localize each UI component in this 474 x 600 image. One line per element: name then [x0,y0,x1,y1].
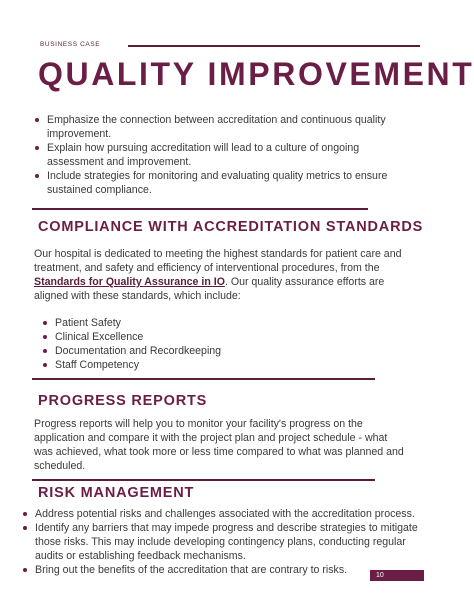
list-item: Explain how pursuing accreditation will lead to a culture of ongoing assessment and improvement. [30,141,390,169]
risk-bullet-list [18,507,418,577]
compliance-paragraph [34,247,406,303]
intro-bullet-list [30,113,390,197]
list-item: Clinical Excellence [38,330,338,344]
progress-paragraph: Progress reports will help you to monitor your facility's progress on the application and compare it with the project plan and project schedule - what was achieved, what took more or less time compared to what was planned and scheduled. [34,418,404,472]
compliance-text-after: . Our quality assurance efforts are aligned with these standards, which include: [34,276,385,302]
list-item: Documentation and Recordkeeping [38,344,338,358]
compliance-standards-list [38,316,338,372]
section-divider [32,378,375,380]
risk-heading: RISK MANAGEMENT [38,485,195,501]
compliance-text-before: Our hospital is dedicated to meeting the highest standards for patient care and treatment, and safety and efficiency of interventional procedures, from the [34,248,402,274]
list-item: Patient Safety [38,316,338,330]
section-eyebrow: BUSINESS CASE [40,41,101,48]
list-item: Address potential risks and challenges associated with the accreditation process. [18,507,418,521]
list-item: Include strategies for monitoring and evaluating quality metrics to ensure sustained compliance. [30,169,390,197]
standards-link[interactable]: Standards for Quality Assurance in IO [34,276,225,288]
list-item: Emphasize the connection between accreditation and continuous quality improvement. [30,113,390,141]
list-item: Staff Competency [38,358,338,372]
compliance-heading: COMPLIANCE WITH ACCREDITATION STANDARDS [38,219,424,235]
list-item: Bring out the benefits of the accreditation that are contrary to risks. [18,563,418,577]
page-number: 10 [370,570,424,581]
header-rule [128,45,420,47]
progress-heading: PROGRESS REPORTS [38,393,208,409]
list-item: Identify any barriers that may impede progress and describe strategies to mitigate those risks. This may include developing contingency plans, conducting regular audits or establishing feedback mechanisms. [18,521,418,563]
section-divider [32,479,375,481]
header-bar [40,41,420,53]
page-title: QUALITY IMPROVEMENT [38,56,474,92]
section-divider [32,208,368,210]
